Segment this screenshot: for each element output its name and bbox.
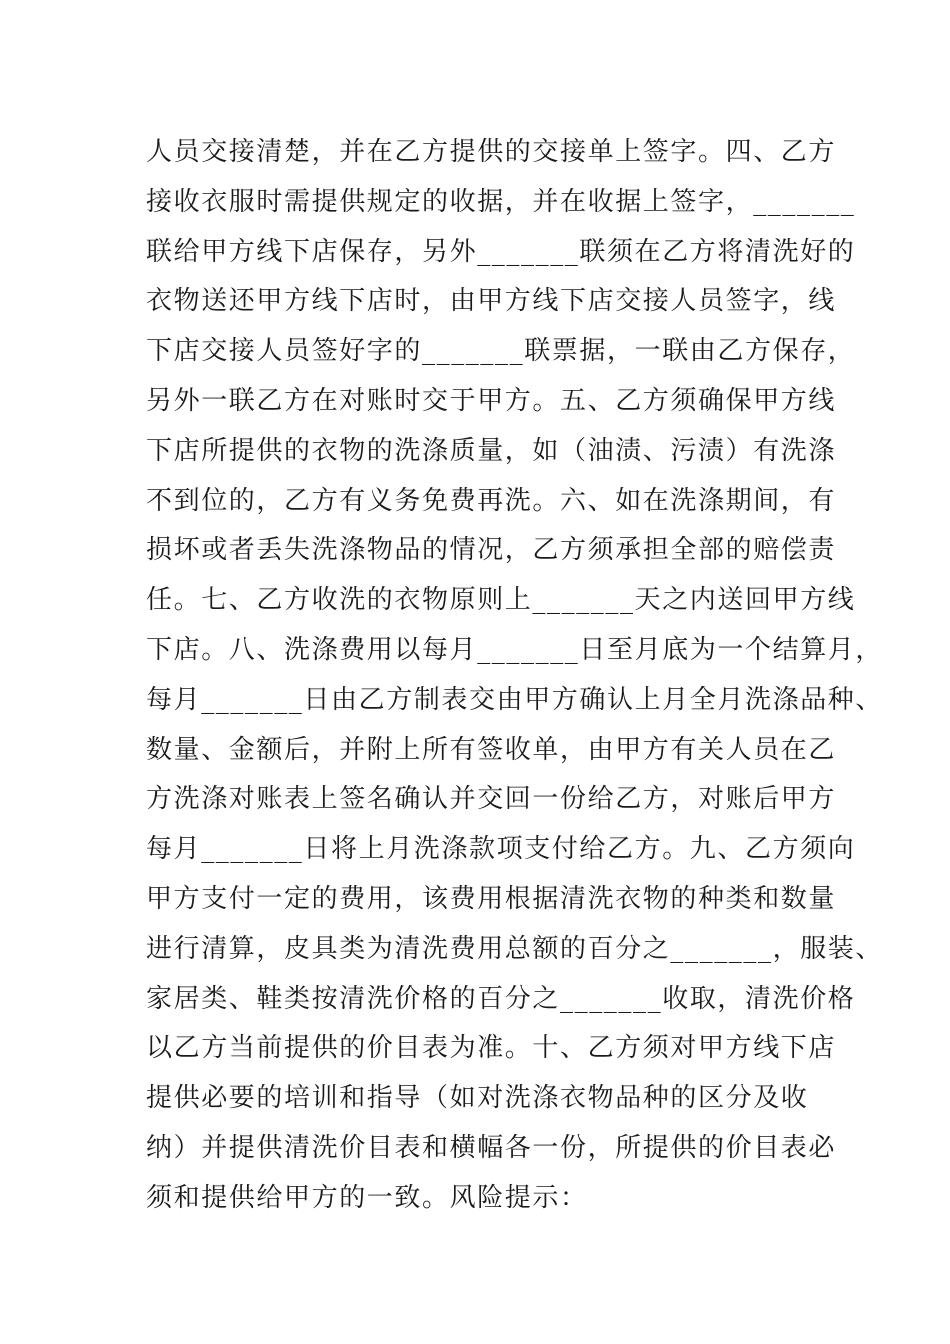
contract-body-text <box>146 128 884 1224</box>
text-line: 联给甲方线下店保存，另外_______联须在乙方将清洗好的 <box>146 236 856 267</box>
text-line: 任。七、乙方收洗的衣物原则上_______天之内送回甲方线 <box>146 585 856 616</box>
text-line: 损坏或者丢失洗涤物品的情况，乙方须承担全部的赔偿责 <box>146 535 837 566</box>
text-line: 每月_______日将上月洗涤款项支付给乙方。九、乙方须向 <box>146 834 856 865</box>
text-line: 纳）并提供清洗价目表和横幅各一份，所提供的价目表必 <box>146 1132 837 1163</box>
text-line: 以乙方当前提供的价目表为准。十、乙方须对甲方线下店 <box>146 1033 837 1064</box>
text-line: 接收衣服时需提供规定的收据，并在收据上签字，_______ <box>146 186 856 217</box>
text-line: 提供必要的培训和指导（如对洗涤衣物品种的区分及收 <box>146 1083 809 1114</box>
text-line: 衣物送还甲方线下店时，由甲方线下店交接人员签字，线 <box>146 286 837 317</box>
text-line: 人员交接清楚，并在乙方提供的交接单上签字。四、乙方 <box>146 137 837 167</box>
text-line: 每月_______日由乙方制表交由甲方确认上月全月洗涤品种、 <box>146 684 884 715</box>
text-line: 另外一联乙方在对账时交于甲方。五、乙方须确保甲方线 <box>146 385 837 416</box>
text-line: 下店所提供的衣物的洗涤质量，如（油渍、污渍）有洗涤 <box>146 435 837 466</box>
text-line: 下店。八、洗涤费用以每月_______日至月底为一个结算月， <box>146 634 884 665</box>
text-line: 数量、金额后，并附上所有签收单，由甲方有关人员在乙 <box>146 734 837 765</box>
text-line: 家居类、鞋类按清洗价格的百分之_______收取，清洗价格 <box>146 983 856 1014</box>
text-line: 甲方支付一定的费用，该费用根据清洗衣物的种类和数量 <box>146 883 837 914</box>
text-line: 进行清算，皮具类为清洗费用总额的百分之_______，服装、 <box>146 933 884 964</box>
text-line: 不到位的，乙方有义务免费再洗。六、如在洗涤期间，有 <box>146 485 837 516</box>
text-line: 方洗涤对账表上签名确认并交回一份给乙方，对账后甲方 <box>146 784 837 815</box>
text-line: 下店交接人员签好字的_______联票据，一联由乙方保存， <box>146 336 856 367</box>
text-line: 须和提供给甲方的一致。风险提示： <box>146 1182 588 1213</box>
